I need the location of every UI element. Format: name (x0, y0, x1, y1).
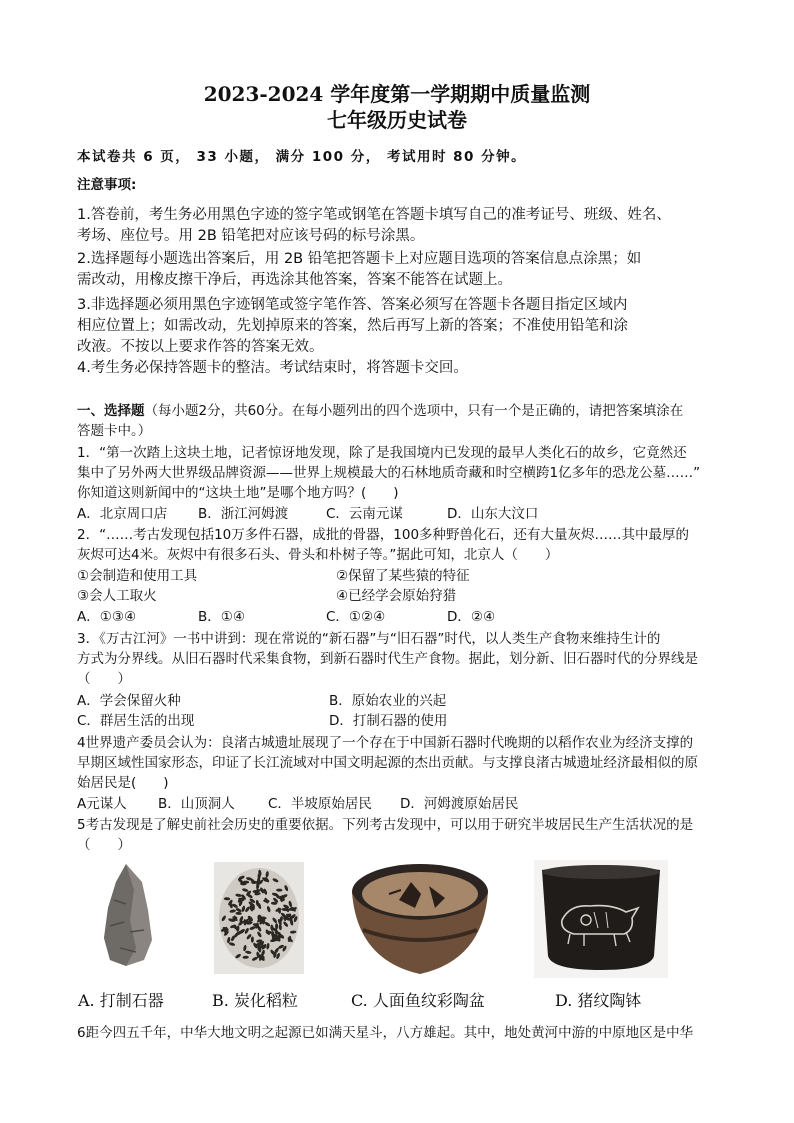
option: B．①④ (198, 609, 245, 625)
option: C．①②④ (326, 609, 386, 625)
notice-line: 2.选择题每小题选出答案后，用 2B 铅笔把答题卡上对应题目选项的答案信息点涂黑；如 (77, 251, 642, 267)
notice-line: 改液。不按以上要求作答的答案无效。 (77, 339, 324, 355)
option: D．②④ (447, 609, 496, 625)
question-text: 1．“第一次踏上这块土地，记者惊讶地发现，除了是我国境内已发现的最早人类化石的故乡，它竟然还 (77, 445, 687, 461)
question-text: 始居民是( ) (77, 775, 169, 791)
question-text: 2．“……考古发现包括10万多件石器，成批的骨器，100多种野兽化石，还有大量灰烬……其中最厚的 (77, 527, 690, 543)
statement-item: ①会制造和使用工具 (77, 568, 198, 584)
question-text: 3．《万古江河》一书中讲到：现在常说的“新石器”与“旧石器”时代，以人类生产食物来维持生计的 (77, 631, 661, 647)
statement-item: ③会人工取火 (77, 588, 157, 604)
option: C．云南元谋 (326, 506, 403, 522)
exam-subtitle: 七年级历史试卷 (327, 108, 467, 132)
question-text: 集中了另外两大世界级品牌资源——世界上规模最大的石林地质奇藏和时空横跨1亿多年的恐龙公墓……” (77, 465, 701, 481)
question-text: 4世界遗产委员会认为：良渚古城遗址展现了一个存在于中国新石器时代晚期的以稻作农业为经济支撑的 (77, 735, 694, 751)
question-text: 灰烬可达4米。灰烬中有很多石头、骨头和朴树子等。”据此可知，北京人（ ） (77, 547, 559, 563)
option: D．山东大汶口 (447, 506, 539, 522)
exam-intro: 本试卷共 6 页， 33 小题， 满分 100 分， 考试用时 80 分钟。 (77, 149, 527, 165)
option: C．半坡原始居民 (268, 796, 372, 812)
statement-item: ②保留了某些猿的特征 (336, 568, 470, 584)
carbonized-rice-image (214, 862, 304, 974)
notice-heading: 注意事项: (77, 177, 137, 193)
notice-line: 1.答卷前，考生务必用黑色字迹的签字笔或钢笔在答题卡填写自己的准考证号、班级、姓名、 (77, 207, 671, 223)
image-caption: B. 炭化稻粒 (212, 991, 298, 1010)
option: C．群居生活的出现 (77, 713, 195, 729)
image-caption: A. 打制石器 (78, 991, 164, 1010)
notice-line: 3.非选择题必须用黑色字迹钢笔或签字笔作答、答案必须写在答题卡各题目指定区域内 (77, 297, 628, 313)
option: D．打制石器的使用 (329, 713, 448, 729)
question-text: 6距今四五千年，中华大地文明之起源已如满天星斗，八方雄起。其中，地处黄河中游的中原地区是中华 (77, 1025, 694, 1041)
notice-line: 相应位置上；如需改动，先划掉原来的答案，然后再写上新的答案；不准使用铅笔和涂 (77, 318, 628, 334)
stone-tool-image (96, 860, 158, 970)
notice-line: 需改动，用橡皮擦干净后，再选涂其他答案，答案不能答在试题上。 (77, 272, 512, 288)
option: A．①③④ (77, 609, 137, 625)
image-caption: C. 人面鱼纹彩陶盆 (351, 991, 485, 1010)
exam-title: 2023-2024 学年度第一学期期中质量监测 (203, 82, 591, 106)
question-text: （ ） (77, 671, 131, 687)
section-desc: 一、选择题（每小题2分，共60分。在每小题列出的四个选项中，只有一个是正确的，请把答案填涂在 (77, 403, 684, 419)
section-desc: 答题卡中。） (77, 423, 152, 439)
option: B．浙江河姆渡 (198, 506, 289, 522)
section-heading: 一、选择题 (77, 403, 145, 419)
pig-pattern-bowl-image (534, 860, 668, 978)
image-caption: D. 猪纹陶钵 (555, 991, 642, 1010)
option: A．北京周口店 (77, 506, 168, 522)
option: D．河姆渡原始居民 (400, 796, 519, 812)
question-text: 早期区域性国家形态，印证了长江流域对中国文明起源的杰出贡献。与支撑良渚古城遗址经济最相似的原 (77, 755, 698, 771)
pottery-basin-image (349, 860, 491, 980)
option: B．山顶洞人 (158, 796, 235, 812)
option: B．原始农业的兴起 (329, 693, 447, 709)
question-text: （ ） (77, 837, 131, 853)
question-text: 5考古发现是了解史前社会历史的重要依据。下列考古发现中，可以用于研究半坡居民生产生活状况的是 (77, 817, 694, 833)
option: A元谋人 (77, 796, 127, 812)
statement-item: ④已经学会原始狩猎 (336, 588, 457, 604)
option: A．学会保留火种 (77, 693, 181, 709)
notice-line: 4.考生务必保持答题卡的整洁。考试结束时，将答题卡交回。 (77, 360, 468, 376)
question-text: 方式为分界线。从旧石器时代采集食物，到新石器时代生产食物。据此，划分新、旧石器时代的分界线是 (77, 651, 698, 667)
notice-line: 考场、座位号。用 2B 铅笔把对应该号码的标号涂黑。 (77, 228, 425, 244)
question-text: 你知道这则新闻中的“这块土地”是哪个地方吗？( ) (77, 485, 399, 501)
